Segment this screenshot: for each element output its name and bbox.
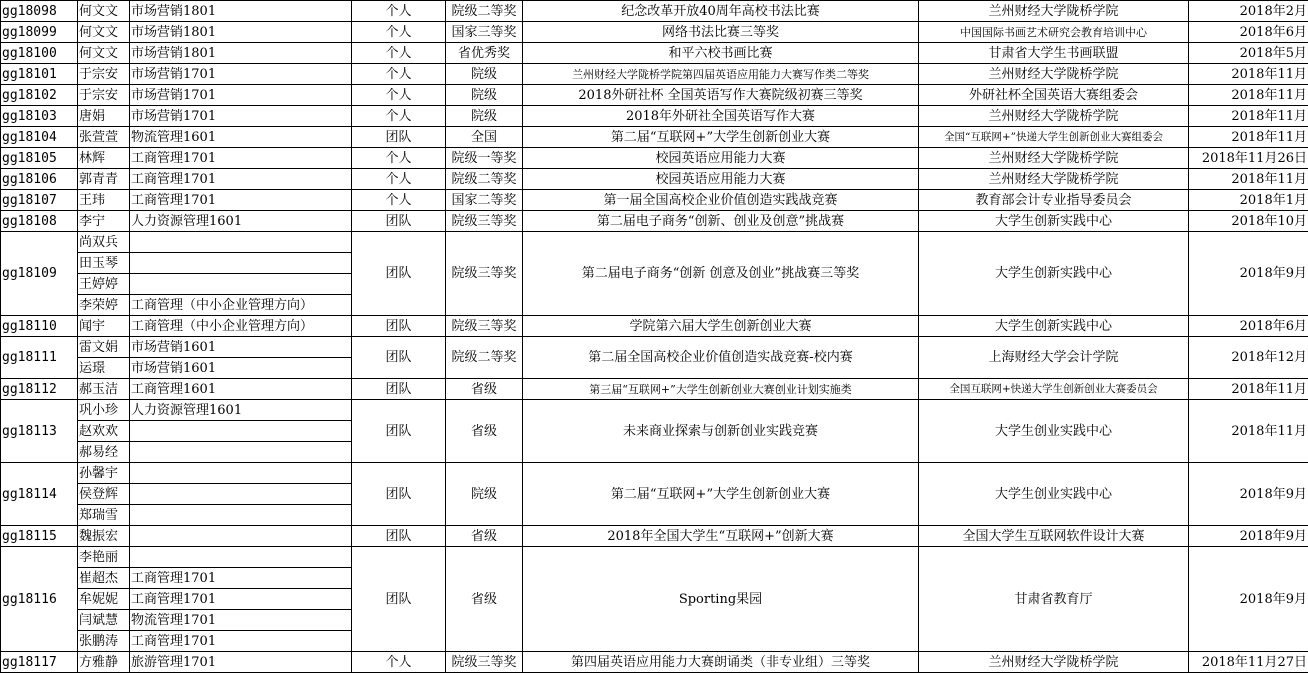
cell-member-name[interactable]: 张萱萱 — [78, 127, 130, 148]
cell-award-id[interactable]: gg18099 — [1, 22, 78, 43]
cell-organizer[interactable]: 兰州财经大学陇桥学院 — [919, 106, 1189, 127]
table-row — [1, 106, 1308, 127]
cell-organizer[interactable]: 大学生创新实践中心 — [919, 232, 1189, 316]
cell-member-class[interactable] — [130, 463, 352, 484]
cell-organizer[interactable]: 大学生创新实践中心 — [919, 316, 1189, 337]
cell-member-name[interactable]: 巩小珍 — [78, 400, 130, 421]
cell-entry-type[interactable]: 团队 — [352, 337, 446, 379]
cell-member-name[interactable]: 田玉琴 — [78, 253, 130, 274]
cell-member-name[interactable]: 何文文 — [78, 43, 130, 64]
cell-event-name[interactable]: 第二届电子商务“创新 创意及创业”挑战赛三等奖 — [523, 232, 919, 316]
cell-member-class[interactable]: 人力资源管理1601 — [130, 400, 352, 421]
cell-award-level[interactable]: 省级 — [446, 379, 523, 400]
table-body — [1, 1, 1308, 673]
cell-award-id[interactable]: gg18107 — [1, 190, 78, 211]
cell-member-name[interactable]: 闻宇 — [78, 316, 130, 337]
cell-award-level[interactable]: 省级 — [446, 400, 523, 463]
cell-award-id[interactable]: gg18105 — [1, 148, 78, 169]
cell-event-name[interactable]: 第二届“互联网+”大学生创新创业大赛 — [523, 463, 919, 526]
cell-member-class[interactable] — [130, 253, 352, 274]
cell-entry-type[interactable]: 个人 — [352, 169, 446, 190]
cell-member-name[interactable]: 魏振宏 — [78, 526, 130, 547]
cell-event-name[interactable]: 校园英语应用能力大赛 — [523, 148, 919, 169]
cell-award-level[interactable]: 院级三等奖 — [446, 316, 523, 337]
cell-award-id[interactable]: gg18104 — [1, 127, 78, 148]
cell-organizer[interactable]: 大学生创业实践中心 — [919, 400, 1189, 463]
cell-member-name[interactable]: 唐娟 — [78, 106, 130, 127]
table-row — [1, 211, 1308, 232]
cell-award-level[interactable]: 国家二等奖 — [446, 190, 523, 211]
cell-organizer[interactable]: 中国国际书画艺术研究会教育培训中心 — [919, 22, 1189, 43]
cell-award-level[interactable]: 院级二等奖 — [446, 169, 523, 190]
cell-award-level[interactable]: 院级 — [446, 64, 523, 85]
cell-award-date[interactable]: 2018年6月 — [1189, 316, 1308, 337]
cell-award-date[interactable]: 2018年6月 — [1189, 22, 1308, 43]
cell-organizer[interactable]: 全国大学生互联网软件设计大赛 — [919, 526, 1189, 547]
cell-entry-type[interactable]: 团队 — [352, 127, 446, 148]
cell-organizer[interactable]: 全国“互联网+”快递大学生创新创业大赛组委会 — [919, 127, 1189, 148]
cell-entry-type[interactable]: 团队 — [352, 526, 446, 547]
cell-organizer[interactable]: 上海财经大学会计学院 — [919, 337, 1189, 379]
table-row — [1, 148, 1308, 169]
cell-award-id[interactable]: gg18108 — [1, 211, 78, 232]
cell-event-name[interactable]: 2018年外研社全国英语写作大赛 — [523, 106, 919, 127]
cell-member-class[interactable]: 物流管理1701 — [130, 610, 352, 631]
cell-organizer[interactable]: 兰州财经大学陇桥学院 — [919, 1, 1189, 22]
table-row — [1, 1, 1308, 22]
cell-entry-type[interactable]: 团队 — [352, 400, 446, 463]
cell-award-id[interactable]: gg18110 — [1, 316, 78, 337]
cell-event-name[interactable]: 校园英语应用能力大赛 — [523, 169, 919, 190]
cell-member-class[interactable]: 工商管理1701 — [130, 190, 352, 211]
cell-member-name[interactable]: 张鹏涛 — [78, 631, 130, 652]
cell-award-date[interactable]: 2018年2月 — [1189, 1, 1308, 22]
cell-entry-type[interactable]: 个人 — [352, 43, 446, 64]
cell-event-name[interactable]: Sporting果园 — [523, 547, 919, 652]
cell-award-level[interactable]: 院级二等奖 — [446, 337, 523, 379]
cell-entry-type[interactable]: 个人 — [352, 106, 446, 127]
cell-member-name[interactable]: 郭青青 — [78, 169, 130, 190]
cell-event-name[interactable]: 第四届英语应用能力大赛朗诵类（非专业组）三等奖 — [523, 652, 919, 673]
cell-member-class[interactable]: 市场营销1801 — [130, 1, 352, 22]
cell-award-id[interactable]: gg18115 — [1, 526, 78, 547]
table-row — [1, 22, 1308, 43]
cell-member-name[interactable]: 雷文娟 — [78, 337, 130, 358]
table-row — [1, 547, 1308, 568]
cell-member-name[interactable]: 赵欢欢 — [78, 421, 130, 442]
table-row — [1, 400, 1308, 421]
cell-member-name[interactable]: 林辉 — [78, 148, 130, 169]
cell-member-name[interactable]: 孙馨宇 — [78, 463, 130, 484]
table-row — [1, 85, 1308, 106]
cell-organizer[interactable]: 兰州财经大学陇桥学院 — [919, 148, 1189, 169]
table-row — [1, 526, 1308, 547]
cell-member-class[interactable] — [130, 547, 352, 568]
cell-member-class[interactable] — [130, 484, 352, 505]
cell-award-level[interactable]: 全国 — [446, 127, 523, 148]
cell-member-class[interactable] — [130, 442, 352, 463]
table-row — [1, 316, 1308, 337]
cell-member-class[interactable]: 工商管理1701 — [130, 631, 352, 652]
cell-award-date[interactable]: 2018年11月 — [1189, 85, 1308, 106]
cell-organizer[interactable]: 全国互联网+快递大学生创新创业大赛委员会 — [919, 379, 1189, 400]
cell-award-id[interactable]: gg18103 — [1, 106, 78, 127]
cell-event-name[interactable]: 网络书法比赛三等奖 — [523, 22, 919, 43]
cell-award-id[interactable]: gg18101 — [1, 64, 78, 85]
cell-award-level[interactable]: 院级 — [446, 85, 523, 106]
cell-member-class[interactable]: 工商管理1701 — [130, 568, 352, 589]
cell-member-class[interactable]: 市场营销1801 — [130, 43, 352, 64]
cell-award-date[interactable]: 2018年11月27日 — [1189, 652, 1308, 673]
cell-award-id[interactable]: gg18102 — [1, 85, 78, 106]
cell-member-class[interactable]: 工商管理1701 — [130, 589, 352, 610]
cell-award-date[interactable]: 2018年12月 — [1189, 337, 1308, 379]
cell-award-level[interactable]: 省级 — [446, 526, 523, 547]
cell-member-name[interactable]: 李宁 — [78, 211, 130, 232]
cell-member-class[interactable]: 旅游管理1701 — [130, 652, 352, 673]
cell-event-name[interactable]: 第二届“互联网+”大学生创新创业大赛 — [523, 127, 919, 148]
cell-member-name[interactable]: 李艳丽 — [78, 547, 130, 568]
cell-event-name[interactable]: 第二届电子商务“创新、创业及创意”挑战赛 — [523, 211, 919, 232]
cell-member-class[interactable] — [130, 505, 352, 526]
cell-award-id[interactable]: gg18106 — [1, 169, 78, 190]
cell-award-date[interactable]: 2018年11月 — [1189, 379, 1308, 400]
cell-award-date[interactable]: 2018年11月 — [1189, 127, 1308, 148]
cell-member-class[interactable]: 市场营销1601 — [130, 337, 352, 358]
cell-organizer[interactable]: 外研社杯全国英语大赛组委会 — [919, 85, 1189, 106]
cell-member-name[interactable]: 方雅静 — [78, 652, 130, 673]
cell-award-id[interactable]: gg18112 — [1, 379, 78, 400]
cell-award-date[interactable]: 2018年1月 — [1189, 190, 1308, 211]
cell-member-name[interactable]: 崔超杰 — [78, 568, 130, 589]
cell-member-name[interactable]: 运璟 — [78, 358, 130, 379]
cell-event-name[interactable]: 2018年全国大学生“互联网+”创新大赛 — [523, 526, 919, 547]
cell-event-name[interactable]: 纪念改革开放40周年高校书法比赛 — [523, 1, 919, 22]
cell-organizer[interactable]: 教育部会计专业指导委员会 — [919, 190, 1189, 211]
cell-event-name[interactable]: 学院第六届大学生创新创业大赛 — [523, 316, 919, 337]
table-row — [1, 127, 1308, 148]
cell-event-name[interactable]: 兰州财经大学陇桥学院第四届英语应用能力大赛写作类二等奖 — [523, 64, 919, 85]
cell-organizer[interactable]: 大学生创业实践中心 — [919, 463, 1189, 526]
cell-member-name[interactable]: 郝玉洁 — [78, 379, 130, 400]
cell-organizer[interactable]: 甘肃省教育厅 — [919, 547, 1189, 652]
cell-award-level[interactable]: 院级三等奖 — [446, 652, 523, 673]
cell-member-name[interactable]: 何文文 — [78, 22, 130, 43]
cell-entry-type[interactable]: 团队 — [352, 232, 446, 316]
cell-entry-type[interactable]: 个人 — [352, 148, 446, 169]
cell-entry-type[interactable]: 团队 — [352, 463, 446, 526]
cell-member-class[interactable] — [130, 232, 352, 253]
cell-member-name[interactable]: 于宗安 — [78, 64, 130, 85]
cell-member-name[interactable]: 李荣婷 — [78, 295, 130, 316]
cell-member-name[interactable]: 郝易经 — [78, 442, 130, 463]
cell-event-name[interactable]: 2018外研社杯 全国英语写作大赛院级初赛三等奖 — [523, 85, 919, 106]
table-row — [1, 337, 1308, 358]
cell-member-class[interactable]: 市场营销1601 — [130, 358, 352, 379]
cell-entry-type[interactable]: 个人 — [352, 652, 446, 673]
cell-award-id[interactable]: gg18114 — [1, 463, 78, 526]
cell-award-level[interactable]: 院级 — [446, 463, 523, 526]
cell-award-date[interactable]: 2018年9月 — [1189, 463, 1308, 526]
cell-award-id[interactable]: gg18109 — [1, 232, 78, 316]
cell-entry-type[interactable]: 个人 — [352, 190, 446, 211]
cell-organizer[interactable]: 甘肃省大学生书画联盟 — [919, 43, 1189, 64]
cell-member-class[interactable] — [130, 421, 352, 442]
cell-member-name[interactable]: 闫斌慧 — [78, 610, 130, 631]
cell-member-name[interactable]: 王玮 — [78, 190, 130, 211]
cell-award-id[interactable]: gg18117 — [1, 652, 78, 673]
cell-member-name[interactable]: 何文文 — [78, 1, 130, 22]
cell-award-level[interactable]: 院级三等奖 — [446, 232, 523, 316]
cell-award-level[interactable]: 国家三等奖 — [446, 22, 523, 43]
cell-award-date[interactable]: 2018年11月 — [1189, 400, 1308, 463]
cell-member-class[interactable]: 工商管理1601 — [130, 379, 352, 400]
cell-member-class[interactable] — [130, 526, 352, 547]
cell-member-class[interactable]: 工商管理1701 — [130, 148, 352, 169]
cell-award-id[interactable]: gg18100 — [1, 43, 78, 64]
cell-member-class[interactable]: 市场营销1801 — [130, 22, 352, 43]
cell-award-date[interactable]: 2018年11月26日 — [1189, 148, 1308, 169]
cell-award-date[interactable]: 2018年9月 — [1189, 232, 1308, 316]
table-row — [1, 169, 1308, 190]
cell-member-name[interactable]: 郑瑞雪 — [78, 505, 130, 526]
cell-award-level[interactable]: 院级一等奖 — [446, 148, 523, 169]
cell-event-name[interactable]: 第一届全国高校企业价值创造实践战竞赛 — [523, 190, 919, 211]
cell-member-name[interactable]: 王婷婷 — [78, 274, 130, 295]
cell-award-date[interactable]: 2018年9月 — [1189, 547, 1308, 652]
cell-award-date[interactable]: 2018年11月 — [1189, 169, 1308, 190]
cell-event-name[interactable]: 和平六校书画比赛 — [523, 43, 919, 64]
cell-award-level[interactable]: 院级二等奖 — [446, 1, 523, 22]
cell-member-name[interactable]: 于宗安 — [78, 85, 130, 106]
cell-organizer[interactable]: 大学生创新实践中心 — [919, 211, 1189, 232]
cell-award-id[interactable]: gg18113 — [1, 400, 78, 463]
cell-member-name[interactable]: 侯登辉 — [78, 484, 130, 505]
cell-entry-type[interactable]: 团队 — [352, 316, 446, 337]
cell-member-class[interactable]: 物流管理1601 — [130, 127, 352, 148]
cell-member-class[interactable]: 人力资源管理1601 — [130, 211, 352, 232]
cell-event-name[interactable]: 第三届“互联网+”大学生创新创业大赛创业计划实施类 — [523, 379, 919, 400]
cell-award-level[interactable]: 院级三等奖 — [446, 211, 523, 232]
table-row — [1, 190, 1308, 211]
cell-entry-type[interactable]: 团队 — [352, 379, 446, 400]
cell-event-name[interactable]: 第二届全国高校企业价值创造实战竞赛-校内赛 — [523, 337, 919, 379]
cell-member-class[interactable]: 工商管理（中小企业管理方向） — [130, 316, 352, 337]
cell-organizer[interactable]: 兰州财经大学陇桥学院 — [919, 652, 1189, 673]
cell-award-date[interactable]: 2018年5月 — [1189, 43, 1308, 64]
cell-member-class[interactable] — [130, 274, 352, 295]
cell-entry-type[interactable]: 个人 — [352, 22, 446, 43]
cell-award-id[interactable]: gg18098 — [1, 1, 78, 22]
table-row — [1, 64, 1308, 85]
cell-organizer[interactable]: 兰州财经大学陇桥学院 — [919, 64, 1189, 85]
table-row — [1, 43, 1308, 64]
cell-award-date[interactable]: 2018年10月 — [1189, 211, 1308, 232]
cell-member-class[interactable]: 市场营销1701 — [130, 85, 352, 106]
cell-entry-type[interactable]: 个人 — [352, 1, 446, 22]
cell-award-date[interactable]: 2018年11月 — [1189, 106, 1308, 127]
cell-award-level[interactable]: 省优秀奖 — [446, 43, 523, 64]
table-row — [1, 379, 1308, 400]
cell-award-date[interactable]: 2018年11月 — [1189, 64, 1308, 85]
table-row — [1, 232, 1308, 253]
cell-award-level[interactable]: 院级 — [446, 106, 523, 127]
cell-member-class[interactable]: 工商管理1701 — [130, 169, 352, 190]
cell-award-level[interactable]: 省级 — [446, 547, 523, 652]
cell-member-name[interactable]: 牟妮妮 — [78, 589, 130, 610]
cell-member-class[interactable]: 工商管理（中小企业管理方向） — [130, 295, 352, 316]
cell-member-class[interactable]: 市场营销1701 — [130, 106, 352, 127]
cell-entry-type[interactable]: 团队 — [352, 211, 446, 232]
cell-award-id[interactable]: gg18111 — [1, 337, 78, 379]
cell-event-name[interactable]: 未来商业探索与创新创业实践竞赛 — [523, 400, 919, 463]
cell-award-date[interactable]: 2018年9月 — [1189, 526, 1308, 547]
table-row — [1, 652, 1308, 673]
cell-organizer[interactable]: 兰州财经大学陇桥学院 — [919, 169, 1189, 190]
cell-member-class[interactable]: 市场营销1701 — [130, 64, 352, 85]
cell-entry-type[interactable]: 团队 — [352, 547, 446, 652]
cell-entry-type[interactable]: 个人 — [352, 64, 446, 85]
cell-member-name[interactable]: 尚双兵 — [78, 232, 130, 253]
table-row — [1, 463, 1308, 484]
cell-entry-type[interactable]: 个人 — [352, 85, 446, 106]
cell-award-id[interactable]: gg18116 — [1, 547, 78, 652]
